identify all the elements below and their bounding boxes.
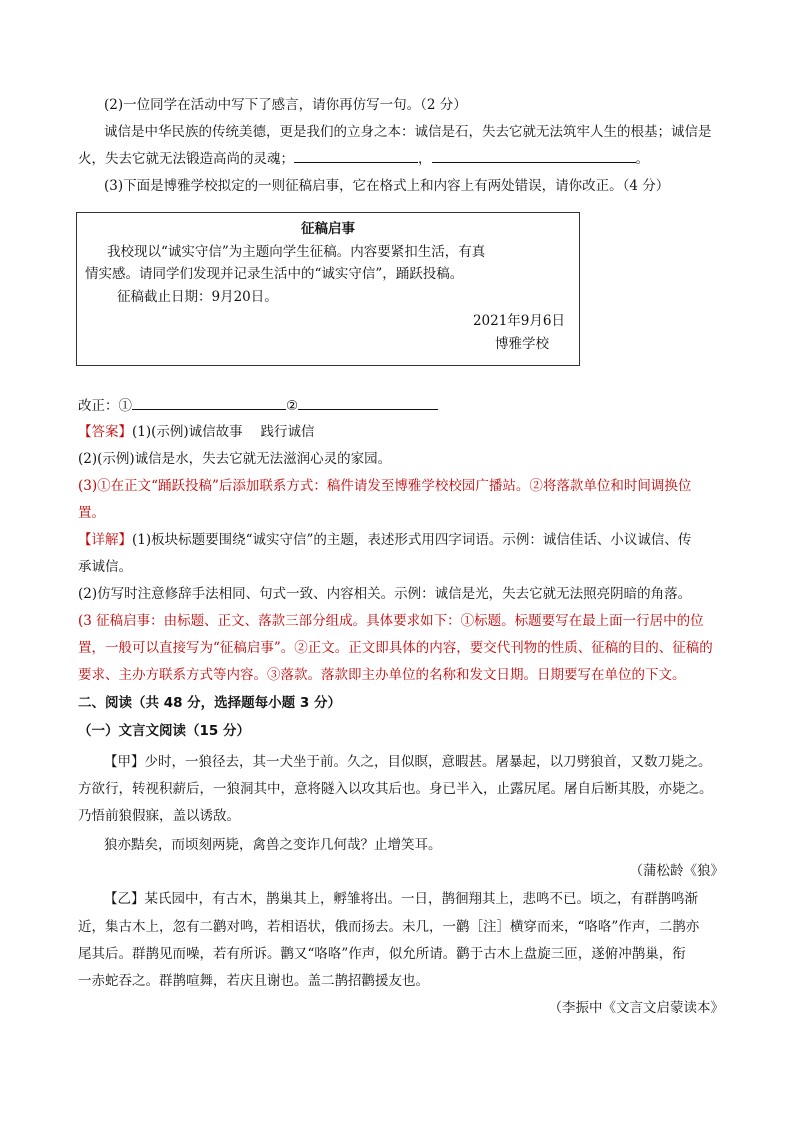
fix-mark-2: ② [286,398,299,414]
notice-school: 博雅学校 [495,336,549,352]
q2-prompt: (2)一位同学在活动中写下了感言，请你再仿写一句。（2 分） [104,97,467,113]
notice-box [76,212,580,366]
detail-2: (2)仿写时注意修辞手法相同、句式一致、内容相关。示例：诚信是光，失去它就无法照亮阴暗的角落。 [78,586,692,602]
answer-tag: 【答案】 [78,424,132,440]
fix-label: 改正：① [78,398,132,414]
notice-body-line1: 我校现以“诚实守信”为主题向学生征稿。内容要紧扣生活，有真 [107,244,486,260]
answer-3-line1: (3)①在正文“踊跃投稿”后添加联系方式：稿件请发至博雅学校校园广播站。②将落款单位和时间调换位 [78,478,692,494]
detail-tag: 【详解】 [78,532,132,548]
detail-1-part2: 承诚信。 [78,559,132,575]
answer-blank-2[interactable] [432,148,636,163]
answer-blank-1[interactable] [294,148,418,163]
jia-line4: 狼亦黠矣，而顷刻两毙，禽兽之变诈几何哉？止增笑耳。 [104,837,442,853]
yi-line4: 一赤蛇吞之。群鹊喧舞，若庆且谢也。盖二鹊招鹳援友也。 [78,973,429,989]
jia-line1: 【甲】少时，一狼径去，其一犬坐于前。久之，目似瞑，意暇甚。屠暴起，以刀劈狼首，又数刀毙之。 [104,754,712,770]
yi-line2: 近，集古木上，忽有二鹳对鸣，若相语状，俄而扬去。未几，一鹳［注］横穿而来，“咯咯”作声，二鹊亦 [78,919,700,935]
notice-body-line2: 情实感。请同学们发现并记录生活中的“诚实守信”，踊跃投稿。 [85,266,464,282]
q2-text-line2 [78,148,724,170]
detail-1-part1: (1)板块标题要围绕“诚实守信”的主题，表述形式用四字词语。示例：诚信佳话、小议诚信、传 [132,532,692,548]
answer-1: (1)(示例)诚信故事 践行诚信 [132,424,315,440]
detail-line1 [78,529,724,551]
jia-line3: 乃悟前狼假寐，盖以诱敌。 [78,808,240,824]
answer-line1 [78,421,724,443]
section2-subtitle: （一）文言文阅读（15 分） [78,723,250,739]
fix-blank-1[interactable] [132,395,286,410]
answer-3-line2: 置。 [78,505,105,521]
detail-3-line2: 置，一般可以直接写为“征稿启事”。②正文。正文即具体的内容，要交代刊物的性质、征稿的目的、征稿的 [78,640,713,656]
yi-line3: 尾其后。群鹊见而噪，若有所诉。鹳又“咯咯”作声，似允所请。鹳于古木上盘旋三匝，遂俯冲鹊巢，衔 [78,946,686,962]
q2-text-line1: 诚信是中华民族的传统美德，更是我们的立身之本：诚信是石，失去它就无法筑牢人生的根基；诚信是 [104,124,712,140]
fix-blank-2[interactable] [298,395,438,410]
notice-date: 2021年9月6日 [472,313,565,329]
notice-deadline: 征稿截止日期：9月20日。 [117,289,278,305]
detail-3-line1: (3 征稿启事：由标题、正文、落款三部分组成。具体要求如下：①标题。标题要写在最上面一行居中的位 [78,613,704,629]
notice-title: 征稿启事 [301,221,355,237]
answer-2: (2)(示例)诚信是水，失去它就无法滋润心灵的家园。 [78,451,392,467]
yi-source: （李振中《文言文启蒙读本》 [548,1000,724,1016]
detail-3-line3: 要求、主办方联系方式等内容。③落款。落款即主办单位的名称和发文日期。日期要写在单位的下文。 [78,667,686,683]
q3-prompt: (3)下面是博雅学校拟定的一则征稿启事，它在格式上和内容上有两处错误，请你改正。（4 分） [104,178,670,194]
fix-line [78,395,724,417]
yi-line1: 【乙】某氏园中，有古木，鹊巢其上，孵雏将出。一日，鹊徊翔其上，悲鸣不已。顷之，有群鹊鸣渐 [104,891,698,907]
section2-title: 二、阅读（共 48 分，选择题每小题 3 分） [78,695,341,711]
jia-source: （蒲松龄《狼》 [629,863,724,879]
jia-line2: 方欲行，转视积薪后，一狼洞其中，意将隧入以攻其后也。身已半入，止露尻尾。屠自后断其股，亦毙之。 [78,781,713,797]
q2-end: 。 [635,151,649,167]
q2-sep: ， [418,151,432,167]
q2-line2-prefix: 火，失去它就无法锻造高尚的灵魂； [78,151,294,167]
